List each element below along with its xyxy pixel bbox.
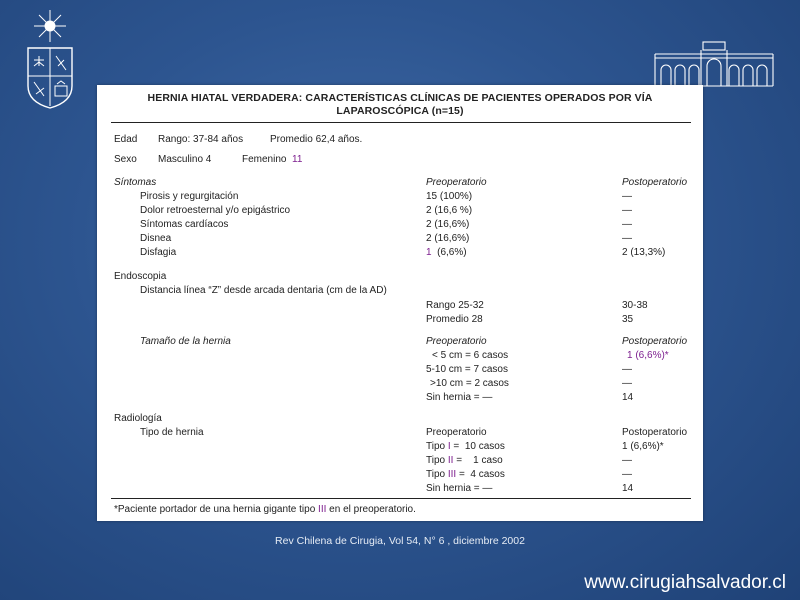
radiologia-post: — xyxy=(622,455,632,466)
radiologia-post: 1 (6,6%)* xyxy=(622,441,664,452)
sintoma-pre: 1 (6,6%) xyxy=(426,247,467,258)
tamano-post: — xyxy=(622,378,632,389)
endoscopia-rango-post: 30-38 xyxy=(622,300,648,311)
source-caption: Rev Chilena de Cirugia, Vol 54, N° 6 , diciembre 2002 xyxy=(275,535,525,547)
endoscopia-promedio-post: 35 xyxy=(622,314,634,325)
edad-label: Edad xyxy=(114,134,138,145)
sintoma-label: Síntomas cardíacos xyxy=(140,219,229,230)
tamano-pre-header: Preoperatorio xyxy=(426,336,487,347)
sintoma-label: Pirosis y regurgitación xyxy=(140,191,239,202)
tamano-post: 14 xyxy=(622,392,634,403)
endoscopia-rango: Rango 25-32 xyxy=(426,300,484,311)
sexo-label: Sexo xyxy=(114,154,137,165)
sintoma-pre: 2 (16,6%) xyxy=(426,219,470,230)
sexo-femenino: Femenino 11 xyxy=(242,154,303,165)
endoscopia-distancia: Distancia línea “Z” desde arcada dentaria (cm de la AD) xyxy=(140,285,387,296)
endoscopia-promedio: Promedio 28 xyxy=(426,314,483,325)
radiologia-post-header: Postoperatorio xyxy=(622,427,688,438)
top-rule xyxy=(111,122,691,123)
table-title: HERNIA HIATAL VERDADERA: CARACTERÍSTICAS CLÍNICAS DE PACIENTES OPERADOS POR VÍA LAPAROSCÓPICA (n=15) xyxy=(147,92,653,117)
sintomas-post-header: Postoperatorio xyxy=(622,177,688,188)
sintoma-label: Disfagia xyxy=(140,247,177,258)
tamano-heading: Tamaño de la hernia xyxy=(140,336,231,347)
tamano-pre: < 5 cm = 6 casos xyxy=(432,350,509,361)
sintoma-post: — xyxy=(622,205,632,216)
sintoma-label: Dolor retroesternal y/o epigástrico xyxy=(140,205,291,216)
tamano-post: 1 (6,6%)* xyxy=(627,350,669,361)
sintoma-pre: 2 (16,6 %) xyxy=(426,205,473,216)
tamano-pre: 5-10 cm = 7 casos xyxy=(426,364,508,375)
tamano-pre: Sin hernia = — xyxy=(426,392,493,403)
sintoma-post: 2 (13,3%) xyxy=(622,247,666,258)
radiologia-post: — xyxy=(622,469,632,480)
radiologia-post: 14 xyxy=(622,483,634,494)
radiologia-heading: Radiología xyxy=(114,413,162,424)
hospital-building-logo xyxy=(653,40,775,90)
sintomas-heading: Síntomas xyxy=(114,177,157,188)
sintoma-post: — xyxy=(622,233,632,244)
bottom-rule xyxy=(111,498,691,499)
sintoma-pre: 2 (16,6%) xyxy=(426,233,470,244)
sintoma-post: — xyxy=(622,219,632,230)
table-card xyxy=(97,85,703,521)
sexo-masculino: Masculino 4 xyxy=(158,154,212,165)
website-url[interactable]: www.cirugiahsalvador.cl xyxy=(584,572,786,593)
university-crest-logo xyxy=(22,8,78,110)
sintoma-post: — xyxy=(622,191,632,202)
endoscopia-heading: Endoscopia xyxy=(114,271,167,282)
radiologia-pre: Sin hernia = — xyxy=(426,483,493,494)
radiologia-pre: Tipo II = 1 caso xyxy=(426,455,503,466)
footnote: *Paciente portador de una hernia gigante tipo III en el preoperatorio. xyxy=(114,504,416,515)
sintoma-label: Disnea xyxy=(140,233,172,244)
sintoma-pre: 15 (100%) xyxy=(426,191,473,202)
radiologia-pre: Tipo I = 10 casos xyxy=(426,441,505,452)
edad-promedio: Promedio 62,4 años. xyxy=(270,134,363,145)
tamano-post-header: Postoperatorio xyxy=(622,336,688,347)
radiologia-pre: Tipo III = 4 casos xyxy=(426,469,505,480)
tamano-pre: >10 cm = 2 casos xyxy=(430,378,509,389)
radiologia-tipo-label: Tipo de hernia xyxy=(140,427,204,438)
tamano-post: — xyxy=(622,364,632,375)
sintomas-pre-header: Preoperatorio xyxy=(426,177,487,188)
radiologia-pre-header: Preoperatorio xyxy=(426,427,487,438)
edad-rango: Rango: 37-84 años xyxy=(158,134,244,145)
